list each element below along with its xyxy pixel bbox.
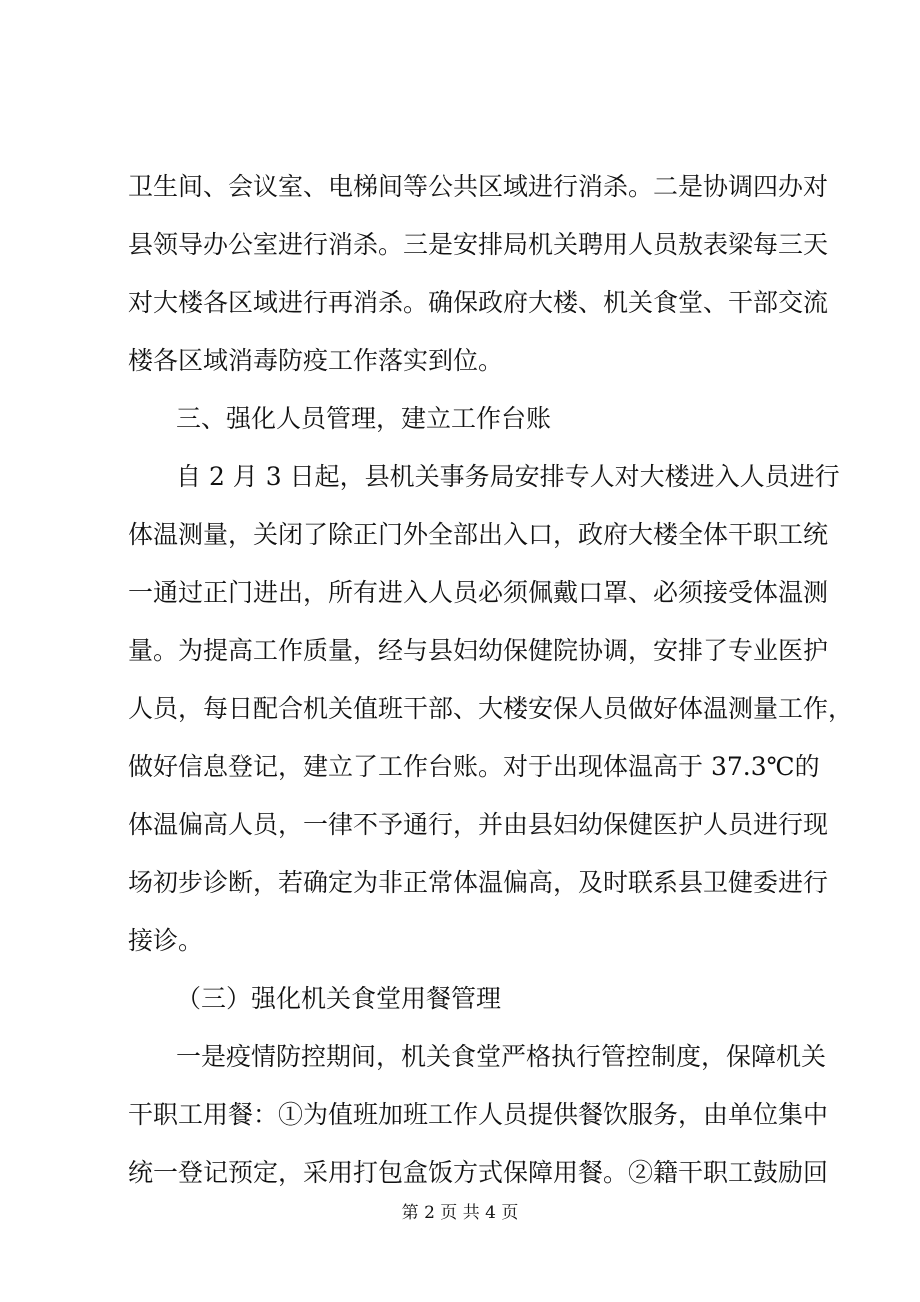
paragraph-3-line-3: 统一登记预定，采用打包盒饭方式保障用餐。②籍干职工鼓励回 <box>128 1158 829 1187</box>
paragraph-2-line-3: 一通过正门进出，所有进入人员必须佩戴口罩、必须接受体温测 <box>128 578 829 607</box>
paragraph-3-line-2: 干职工用餐：①为值班加班工作人员提供餐饮服务，由单位集中 <box>128 1100 829 1129</box>
paragraph-1-line-3: 对大楼各区域进行再消杀。确保政府大楼、机关食堂、干部交流 <box>128 288 829 317</box>
paragraph-2-line-2: 体温测量，关闭了除正门外全部出入口，政府大楼全体干职工统 <box>128 520 829 549</box>
paragraph-2-line-4: 量。为提高工作质量，经与县妇幼保健院协调，安排了专业医护 <box>128 636 829 665</box>
paragraph-2-line-6: 做好信息登记，建立了工作台账。对于出现体温高于 37.3℃的 <box>128 752 820 781</box>
paragraph-2-line-7: 体温偏高人员，一律不予通行，并由县妇幼保健医护人员进行现 <box>128 810 829 839</box>
paragraph-1-line-2: 县领导办公室进行消杀。三是安排局机关聘用人员敖表梁每三天 <box>128 230 829 259</box>
paragraph-1-line-4: 楼各区域消毒防疫工作落实到位。 <box>128 346 504 375</box>
subsection-heading-3: （三）强化机关食堂用餐管理 <box>176 984 502 1013</box>
paragraph-1-line-1: 卫生间、会议室、电梯间等公共区域进行消杀。二是协调四办对 <box>128 172 829 201</box>
paragraph-2-line-1: 自 2 月 3 日起，县机关事务局安排专人对大楼进入人员进行 <box>176 462 840 491</box>
paragraph-3-line-1: 一是疫情防控期间，机关食堂严格执行管控制度，保障机关 <box>176 1042 827 1071</box>
paragraph-2-line-9: 接诊。 <box>128 926 204 955</box>
page-footer: 第 2 页 共 4 页 <box>401 1203 519 1223</box>
paragraph-2-line-8: 场初步诊断，若确定为非正常体温偏高，及时联系县卫健委进行 <box>128 868 829 897</box>
paragraph-2-line-5: 人员，每日配合机关值班干部、大楼安保人员做好体温测量工作， <box>128 694 854 723</box>
section-heading-3: 三、强化人员管理，建立工作台账 <box>176 404 552 433</box>
